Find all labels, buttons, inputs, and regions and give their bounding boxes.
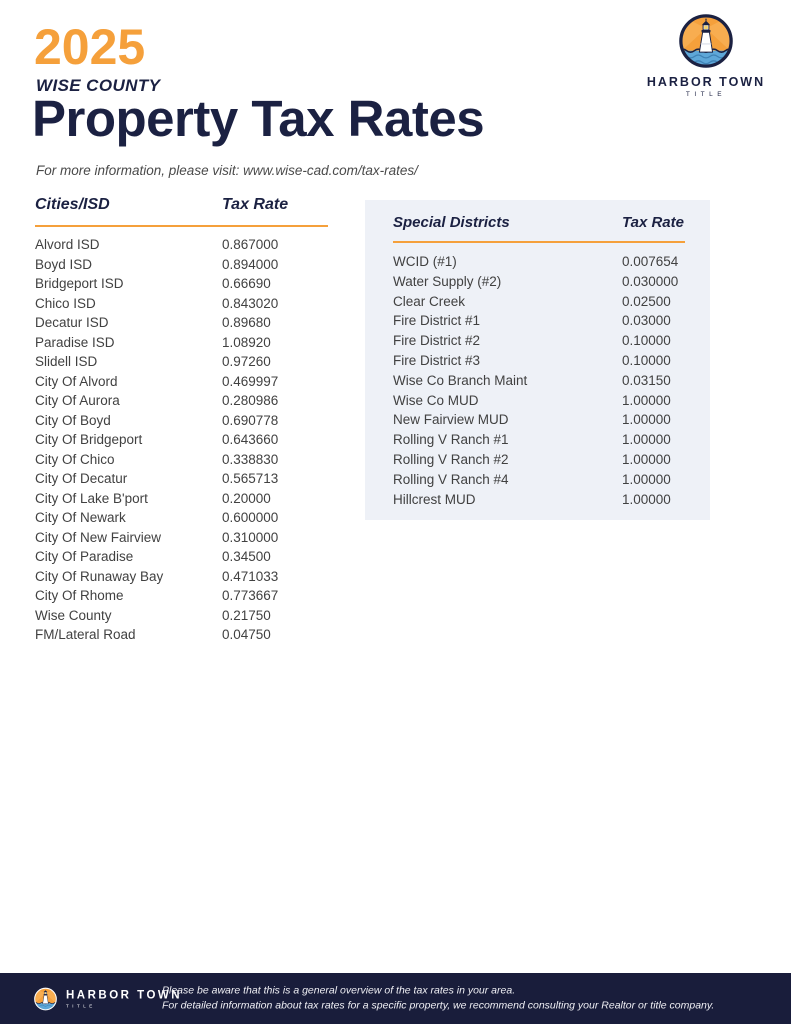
entity-name: City Of Bridgeport	[35, 432, 143, 447]
tax-rate-value: 1.00000	[622, 491, 671, 507]
entity-name: Decatur ISD	[35, 315, 109, 330]
footer-brand-name: HARBOR TOWN	[66, 989, 183, 1001]
districts-table-header	[393, 214, 685, 243]
table-row	[35, 547, 328, 567]
tax-rate-value: 0.310000	[222, 529, 279, 545]
tax-rate-value: 0.10000	[622, 333, 671, 349]
entity-name: City Of Paradise	[35, 549, 134, 564]
table-row	[393, 272, 685, 292]
table-row	[35, 235, 328, 255]
table-row	[35, 411, 328, 431]
table-row	[35, 450, 328, 470]
entity-name: Clear Creek	[393, 293, 466, 309]
footer-bar	[0, 973, 791, 1024]
tax-rate-value: 0.565713	[222, 471, 279, 486]
tax-rate-value: 0.10000	[622, 352, 671, 368]
brand-name: HARBOR TOWN	[646, 75, 766, 89]
tax-rate-value: 1.00000	[622, 432, 671, 448]
tax-rate-value: 0.20000	[222, 490, 271, 506]
special-districts-panel	[365, 200, 710, 520]
entity-name: City Of Chico	[35, 451, 115, 467]
table-row	[35, 528, 328, 548]
table-row	[35, 606, 328, 626]
cities-column-header: Cities/ISD	[35, 196, 110, 213]
info-url-line: For more information, please visit: www.wise-cad.com/tax-rates/	[36, 163, 418, 178]
table-row	[35, 274, 328, 294]
tax-rate-value: 1.08920	[222, 334, 271, 350]
table-row	[35, 313, 328, 333]
tax-rate-value: 1.00000	[622, 412, 671, 428]
entity-name: Wise Co MUD	[393, 392, 479, 408]
entity-name: Wise Co Branch Maint	[393, 372, 528, 388]
table-row	[35, 508, 328, 528]
tax-rate-value: 0.894000	[222, 256, 279, 272]
table-row	[393, 371, 685, 391]
table-row	[393, 490, 685, 510]
table-row	[35, 567, 328, 587]
footer-brand-logo	[33, 986, 182, 1011]
districts-column-header: Special Districts	[393, 214, 510, 231]
table-row	[393, 470, 685, 490]
table-row	[393, 311, 685, 331]
entity-name: Rolling V Ranch #2	[393, 451, 509, 467]
table-row	[393, 410, 685, 430]
table-row	[35, 294, 328, 314]
cities-isd-table	[35, 196, 328, 645]
table-row	[393, 292, 685, 312]
entity-name: New Fairview MUD	[393, 412, 509, 428]
tax-rate-value: 0.030000	[622, 273, 679, 289]
table-row	[35, 489, 328, 509]
table-row	[35, 391, 328, 411]
disclaimer-line-1: Please be aware that this is a general overview of the tax rates in your area.	[162, 984, 516, 996]
entity-name: City Of Aurora	[35, 393, 120, 408]
entity-name: Wise County	[35, 607, 112, 623]
tax-rate-value: 0.690778	[222, 412, 279, 428]
table-row	[35, 469, 328, 489]
entity-name: Fire District #1	[393, 313, 481, 329]
page-title: Property Tax Rates	[32, 90, 485, 147]
tax-rate-value: 0.97260	[222, 354, 271, 369]
entity-name: City Of Rhome	[35, 588, 124, 603]
cities-rate-column-header: Tax Rate	[222, 196, 289, 213]
table-row	[393, 331, 685, 351]
entity-name: Rolling V Ranch #4	[393, 471, 509, 487]
entity-name: City Of Lake B'port	[35, 490, 148, 506]
tax-rate-value: 1.00000	[622, 451, 671, 467]
entity-name: Hillcrest MUD	[393, 491, 476, 507]
entity-name: Slidell ISD	[35, 354, 98, 369]
entity-name: Fire District #3	[393, 352, 481, 368]
entity-name: WCID (#1)	[393, 254, 457, 269]
entity-name: City Of Alvord	[35, 373, 118, 389]
entity-name: City Of New Fairview	[35, 529, 162, 545]
tax-rate-value: 0.02500	[622, 293, 671, 309]
entity-name: Chico ISD	[35, 295, 96, 311]
entity-name: Boyd ISD	[35, 256, 93, 272]
table-row	[393, 450, 685, 470]
tax-rate-value: 0.34500	[222, 549, 271, 564]
cities-rows	[35, 235, 328, 645]
tax-rate-value: 0.280986	[222, 393, 279, 408]
districts-rate-column-header: Tax Rate	[622, 214, 684, 231]
table-row	[393, 430, 685, 450]
table-row	[35, 333, 328, 353]
tax-rate-value: 0.89680	[222, 315, 271, 330]
tax-rate-value: 0.03150	[622, 372, 671, 388]
tax-rate-value: 0.773667	[222, 588, 279, 603]
entity-name: City Of Boyd	[35, 412, 111, 428]
county-subheading: WISE COUNTY	[36, 76, 161, 95]
entity-name: Alvord ISD	[35, 237, 100, 252]
lighthouse-icon	[33, 986, 58, 1011]
tax-rate-value: 0.867000	[222, 237, 279, 252]
districts-rows	[393, 252, 685, 509]
tax-rate-value: 0.643660	[222, 432, 279, 447]
entity-name: Rolling V Ranch #1	[393, 432, 509, 448]
entity-name: Paradise ISD	[35, 334, 115, 350]
table-row	[35, 430, 328, 450]
tax-rate-value: 0.007654	[622, 254, 679, 269]
entity-name: FM/Lateral Road	[35, 627, 136, 642]
table-row	[35, 352, 328, 372]
tax-rate-value: 0.338830	[222, 451, 279, 467]
tax-rate-value: 0.04750	[222, 627, 271, 642]
disclaimer-line-2: For detailed information about tax rates for a specific property, we recommend consulting your Realtor or title company.	[162, 999, 715, 1012]
table-row	[35, 586, 328, 606]
tax-rate-value: 0.469997	[222, 373, 279, 389]
brand-subtitle: TITLE	[685, 91, 727, 98]
tax-rate-value: 0.843020	[222, 295, 279, 311]
tax-rate-value: 0.66690	[222, 276, 271, 291]
tax-rate-value: 0.21750	[222, 607, 271, 623]
table-row	[35, 372, 328, 392]
entity-name: City Of Newark	[35, 510, 126, 525]
table-row	[35, 255, 328, 275]
table-row	[393, 252, 685, 272]
entity-name: Water Supply (#2)	[393, 273, 502, 289]
footer-disclaimer	[162, 983, 714, 1014]
tax-rate-value: 0.03000	[622, 313, 671, 329]
brand-logo	[646, 12, 766, 98]
lighthouse-icon	[677, 12, 735, 70]
tax-rate-value: 1.00000	[622, 392, 671, 408]
entity-name: City Of Decatur	[35, 471, 128, 486]
entity-name: Bridgeport ISD	[35, 276, 124, 291]
table-row	[35, 625, 328, 645]
table-row	[393, 391, 685, 411]
cities-table-header	[35, 196, 328, 227]
tax-rate-value: 0.471033	[222, 568, 279, 584]
table-row	[393, 351, 685, 371]
entity-name: City Of Runaway Bay	[35, 568, 164, 584]
footer-brand-subtitle: TITLE	[66, 1003, 96, 1008]
tax-rate-value: 1.00000	[622, 471, 671, 487]
entity-name: Fire District #2	[393, 333, 481, 349]
year-heading: 2025	[34, 19, 146, 75]
tax-rate-value: 0.600000	[222, 510, 279, 525]
